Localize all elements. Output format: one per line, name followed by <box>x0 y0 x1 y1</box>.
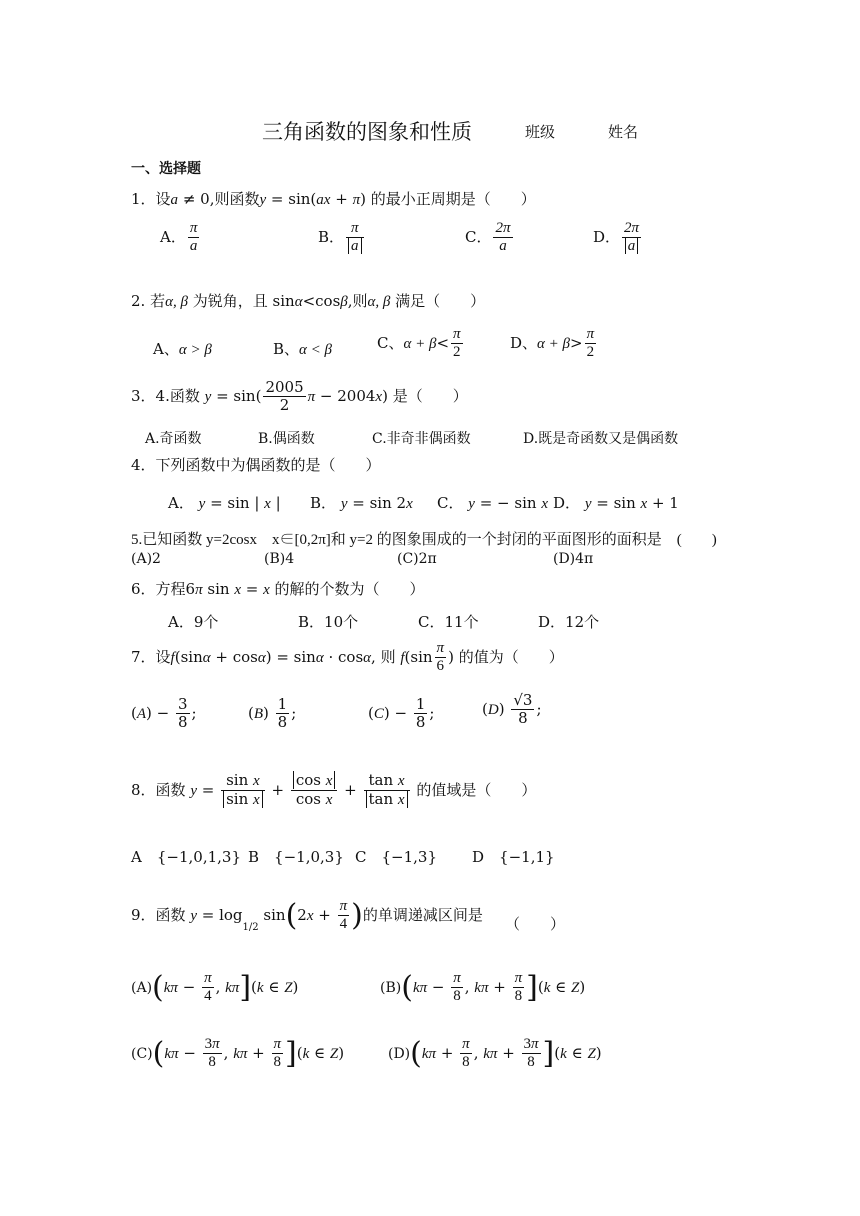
question-9-stem: 9．函数 $y = \log_{1/2} \sin(2x$ + $\frac{\pi}{4}$ )的单调递减区间是 <box>131 897 483 933</box>
question-6-option-b: B．10个 <box>298 613 359 631</box>
question-4-stem: 4．下列函数中为偶函数的是（ ） <box>131 456 381 474</box>
question-7-option-c: (C) − $\frac{1}{8}$ ; <box>368 695 435 732</box>
question-8-stem: 8．函数 y = $\frac{\text{sin x}}{\text{sin x}}$ + $\frac{\text{cos x}}{\text{cos x}}$ + $\frac{\text{tan x}}{\text{tan x}}$ 的值域是（ ） <box>131 771 537 809</box>
question-8-option-b: B {−1,0,3} <box>248 848 344 866</box>
question-7-option-b: (B) $\frac{1}{8}$ ; <box>248 695 297 732</box>
question-2-option-a: A、α > β <box>153 340 212 358</box>
question-3-option-c: C.非奇非偶函数 <box>372 431 471 447</box>
question-6-option-a: A．9个 <box>168 613 219 631</box>
question-6-stem: 6．方程6π sin x = x 的解的个数为（ ） <box>131 580 425 598</box>
question-7-option-d: (D) $\frac{√3}{8}$ ; <box>482 691 542 728</box>
page-title: 三角函数的图象和性质 <box>262 120 472 144</box>
question-2-option-b: B、α < β <box>273 340 332 358</box>
question-1-option-c: C． $\frac{2\pi}{a}$ <box>465 220 511 255</box>
question-1-option-a: A． $\frac{\pi}{a}$ <box>160 220 198 255</box>
question-9-option-a: (A)(kπ − $\frac{\pi}{4}$ , kπ](k ∈ Z) <box>131 969 299 1005</box>
question-1-stem: 1．设a ≠ 0,则函数y = sin(ax + π) 的最小正周期是（ ） <box>131 190 536 208</box>
question-3-option-b: B.偶函数 <box>258 431 315 447</box>
question-4-option-d: D． y = sin x + 1 <box>553 494 679 512</box>
question-9-option-d: (D)(kπ + $\frac{\pi}{8}$ , kπ + $\frac{3\pi}{8}$ ](k ∈ Z) <box>388 1035 602 1071</box>
question-4-option-a: A． y = sin | x | <box>168 494 281 512</box>
question-3-option-d: D.既是奇函数又是偶函数 <box>523 431 679 447</box>
question-2-option-c: C、α + β< $\frac{\pi}{2}$ <box>377 326 461 361</box>
question-5-stem: 5.已知函数 y=2cosx x∈[0,2π]和 y=2 的图象围成的一个封闭的平面图形的面积是 ( ) <box>131 532 717 548</box>
question-3-stem: 3．4.函数 y = sin( $\frac{2005}{2}$ π − 2004x) 是（ ） <box>131 378 468 415</box>
question-5-option-d: (D)4π <box>553 551 594 567</box>
question-8-option-a: A {−1,0,1,3} <box>131 848 241 866</box>
question-7-option-a: (A) − $\frac{3}{8}$ ; <box>131 695 197 732</box>
question-2-option-d: D、α + β> $\frac{\pi}{2}$ <box>510 326 595 361</box>
class-label: 班级 <box>525 123 556 141</box>
question-4-option-c: C． y = − sin x <box>437 494 548 512</box>
question-7-stem: 7．设f(sinα + cosα) = sinα · cosα, 则 f(sin $\frac{\pi}{6}$ ) 的值为（ ） <box>131 640 564 675</box>
question-9-option-c: (C)(kπ − $\frac{3\pi}{8}$ , kπ + $\frac{\pi}{8}$ ](k ∈ Z) <box>131 1035 345 1071</box>
question-8-option-d: D {−1,1} <box>472 848 555 866</box>
question-6-option-d: D．12个 <box>538 613 600 631</box>
question-5-option-b: (B)4 <box>264 551 295 567</box>
question-8-option-c: C {−1,3} <box>355 848 438 866</box>
section-heading: 一、选择题 <box>131 161 201 177</box>
question-9-option-b: (B)(kπ − $\frac{\pi}{8}$ , kπ + $\frac{\pi}{8}$ ](k ∈ Z) <box>380 969 586 1005</box>
name-label: 姓名 <box>608 123 639 141</box>
question-6-option-c: C．11个 <box>418 613 479 631</box>
question-9-blank: （ ） <box>505 915 566 933</box>
question-2-stem: 2. 若α, β 为锐角，且 sinα<cosβ,则α, β 满足（ ） <box>131 292 486 310</box>
question-1-option-b: B． $\frac{\pi}{a}$ <box>318 220 366 256</box>
question-3-option-a: A.奇函数 <box>145 431 202 447</box>
question-5-option-c: (C)2π <box>397 551 437 567</box>
question-1-option-d: D． $\frac{2\pi}{a}$ <box>593 220 640 255</box>
question-4-option-b: B． y = sin 2x <box>310 494 413 512</box>
question-5-option-a: (A)2 <box>131 551 161 567</box>
